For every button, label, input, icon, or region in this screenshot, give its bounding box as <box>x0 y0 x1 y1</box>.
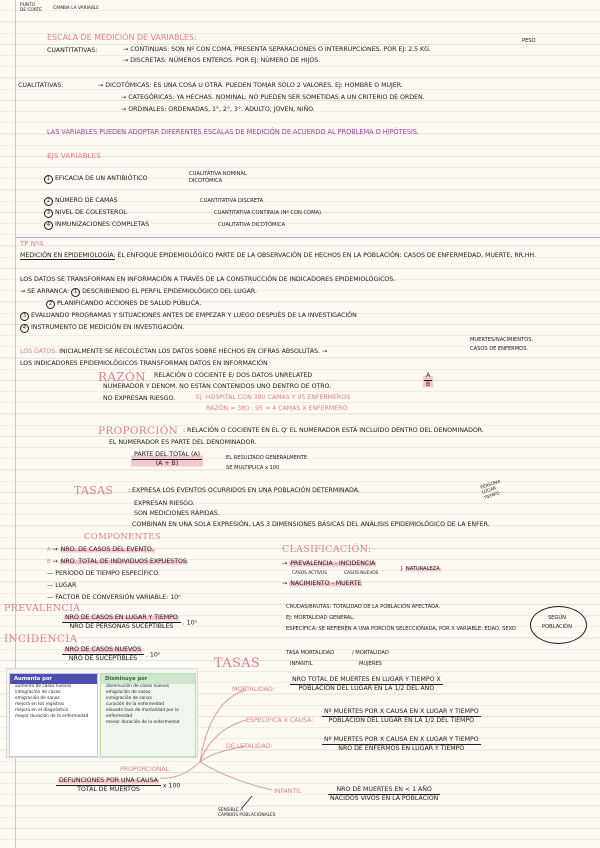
arranca-label: SE ARRANCA: <box>27 288 70 295</box>
ej-3-label: NIVEL DE COLESTEROL <box>55 209 127 216</box>
ej-4-type: CUALITATIVA DICOTÓMICA <box>218 222 285 228</box>
ej-2-type: CUANTITATIVA DISCRETA <box>200 198 264 204</box>
crudas-text: CRUDAS/BRUTAS: TOTALIDAD DE LA POBLACIÓN AFECTADA. <box>286 604 440 610</box>
componente-lugar-text: LUGAR <box>55 582 77 589</box>
disminuye-title: Disminuye por <box>101 674 195 684</box>
componente-factor-text: FACTOR DE CONVERSIÓN VARIABLE: 10ⁿ <box>55 594 181 601</box>
disminuye-item: emigración de casos <box>106 690 151 695</box>
infantil-fraction <box>328 786 440 803</box>
especifica-num: Nº MUERTES POR X CAUSA EN X LUGAR Y TIEMPO <box>324 708 479 715</box>
prevalencia-den: NRO DE PERSONAS SUCEPTIBLES <box>69 623 174 630</box>
disminuye-item: curación de la enfermedad <box>106 702 164 707</box>
infantil-label: INFANTIL <box>274 788 302 795</box>
disminuye-item: menor duración de la enfermedad <box>106 720 180 725</box>
componentes-title: COMPONENTES <box>84 532 161 542</box>
step-1-number: 1 <box>71 288 80 297</box>
mortalidad-fraction <box>290 676 443 693</box>
especifica-label: ESPECÍFICA X CAUSA: <box>246 717 314 724</box>
componente-factor: — FACTOR DE CONVERSIÓN VARIABLE: 10ⁿ <box>47 594 181 601</box>
continuas-line: → CONTINUAS: SON Nº CON COMA. PRESENTA SEPARACIONES O INTERRUPCIONES. POR EJ: 2,5 KG. <box>123 46 431 53</box>
razon-def3: NO EXPRESAN RIESGO. <box>103 395 176 402</box>
disminuye-item: elevada tasa de mortalidad por la enfermedad <box>106 708 179 719</box>
razon-def2: NUMERADOR Y DENOM. NO ESTÁN CONTENIDOS UNO DENTRO DE OTRO. <box>103 383 332 390</box>
ej-3-number: 3 <box>44 209 53 218</box>
ej-1-type: CUALITATIVA NOMINAL DICOTÓMICA <box>189 171 247 184</box>
discretas-line: → DISCRETAS: NÚMEROS ENTEROS. POR EJ: NÚMERO DE HIJOS. <box>123 57 321 64</box>
componente-a-letter: A <box>47 547 51 553</box>
mort-mujeres-1: / MORTALIDAD <box>352 650 389 656</box>
clasif-r1: → PREVALENCIA - INCIDENCIA <box>282 560 376 567</box>
razon-ex1: EJ: HOSPITAL CON 380 CAMAS Y 95 ENFERMEROS <box>196 394 351 401</box>
ej-1-number: 1 <box>44 175 53 184</box>
tasas-tree-title: TASAS <box>214 656 261 671</box>
escala-title: ESCALA DE MEDICIÓN DE VARIABLES: <box>47 33 197 42</box>
especifica-fraction <box>322 708 481 725</box>
aumenta-item: mayor duración de la enfermedad <box>15 714 89 719</box>
tasas-def1: : EXPRESA LOS EVENTOS OCURRIDOS EN UNA POBLACIÓN DETERMINADA. <box>128 487 360 494</box>
proporcion-num: PARTE DEL TOTAL (A) <box>134 451 201 458</box>
clasificacion-title: CLASIFICACIÓN: <box>282 544 372 555</box>
clasif-r2-text: NACIMIENTO - MUERTE <box>290 580 362 587</box>
tasas-def4: COMBINAN EN UNA SOLA EXPRESIÓN, LAS 3 DIMENSIONES BÁSICAS DEL ANÁLISIS EPIDEMIOLÓGICO DE LA ENFER. <box>132 521 490 528</box>
mortalidad-den: POBLACIÓN DEL LUGAR EN LA 1/2 DEL AÑO <box>298 685 435 692</box>
componente-b-text: NRO. TOTAL DE INDIVIDUOS EXPUESTOS <box>60 558 187 565</box>
mort-infantil-2: INFANTIL <box>290 661 313 667</box>
crudas-ej: EJ: MORTALIDAD GENERAL. <box>286 615 355 621</box>
tasas-def3: SON MEDICIONES RÁPIDAS. <box>134 510 220 517</box>
disminuye-item: inmigración de sanos <box>106 696 152 701</box>
dicotomicas-text: DICOTÓMICAS: ES UNA COSA U OTRA. PUEDEN TOMAR SOLO 2 VALORES. EJ: HOMBRE O MUJER. <box>105 82 403 89</box>
proporcional-mult: x 100 <box>162 782 181 790</box>
letalidad-den: NRO DE ENFERMOS EN LUGAR Y TIEMPO <box>338 745 465 752</box>
ej-3-type: CUANTITATIVA CONTINUA (Nº CON COMA). <box>214 210 323 216</box>
clasif-r1-text: PREVALENCIA - INCIDENCIA <box>290 560 376 567</box>
mort-mujeres-1-text: MORTALIDAD <box>355 650 389 656</box>
ej-4-label: INMUNIZACIONES COMPLETAS <box>55 221 150 228</box>
aumenta-item: mejora en los registros <box>15 702 65 707</box>
proporcion-r2: SE MULTIPLICA x 100 <box>226 465 280 471</box>
sensible-note: SENSIBLE A CAMBIOS POBLACIONALES <box>218 808 276 819</box>
proporcional-den: TOTAL DE MUERTOS <box>77 786 140 793</box>
componente-lugar: — LUGAR <box>47 582 77 589</box>
aumenta-item: mejora en el diagnóstico <box>15 708 69 713</box>
incidencia-title: INCIDENCIA <box>4 633 78 645</box>
infantil-num: NRO DE MUERTES EN < 1 AÑO <box>328 786 440 795</box>
continuas-text: CONTINUAS: SON Nº CON COMA. PRESENTA SEPARACIONES O INTERRUPCIONES. POR EJ: 2,5 KG. <box>130 46 431 53</box>
proporcional-fraction <box>56 777 180 794</box>
ordinales-text: ORDINALES: ORDENADAS, 1°, 2°, 3°. ADULTO, JOVEN, NIÑO. <box>128 106 315 113</box>
prevalencia-num: NRO DE CASOS EN LUGAR Y TIEMPO <box>62 614 181 623</box>
razon-num: A <box>424 372 432 381</box>
razon-title: RAZÓN <box>98 370 146 384</box>
discretas-text: DISCRETAS: NÚMEROS ENTEROS. POR EJ: NÚMERO DE HIJOS. <box>130 57 321 64</box>
cualitativas-label: CUALITATIVAS: <box>18 82 64 89</box>
step-4-text: INSTRUMENTO DE MEDICIÓN EN INVESTIGACIÓN. <box>31 324 185 331</box>
adoptar-escalas: LAS VARIABLES PUEDEN ADOPTAR DIFERENTES ESCALAS DE MEDICIÓN DE ACUERDO AL PROBLEMA O HIPÓTESIS. <box>47 128 419 136</box>
mortalidad-num: NRO TOTAL DE MUERTES EN LUGAR Y TIEMPO X <box>292 676 441 683</box>
proporcion-def1: : RELACIÓN O COCIENTE EN EL Q' EL NUMERADOR ESTÁ INCLUIDO DENTRO DEL DENOMINADOR. <box>183 427 484 434</box>
ej-4-number: 4 <box>44 221 53 230</box>
cambia-variable-note: CAMBIA LA VARIABLE <box>53 6 99 11</box>
cuantitativas-label: CUANTITATIVAS: <box>47 47 98 54</box>
aumenta-title: Aumenta por <box>10 674 97 684</box>
componente-periodo-text: PERÍODO DE TIEMPO ESPECÍFICO. <box>55 570 160 577</box>
proporcion-title: PROPORCIÓN <box>98 425 179 437</box>
proporcion-def2: EL NUMERADOR ES PARTE DEL DENOMINADOR. <box>109 439 257 446</box>
categoricas-line: → CATEGÓRICAS: YA HECHAS. NOMINAL: NO PUEDEN SER SOMETIDAS A UN CRITERIO DE ORDEN. <box>121 94 425 101</box>
step-2-number: 2 <box>46 300 55 309</box>
persona-lugar-tiempo: PERSONA LUGAR TIEMPO <box>480 479 502 502</box>
categoricas-text: CATEGÓRICAS: YA HECHAS. NOMINAL: NO PUEDEN SER SOMETIDAS A UN CRITERIO DE ORDEN. <box>128 94 425 101</box>
datos-label: LOS DATOS: <box>20 348 58 355</box>
mort-infantil-1: TASA MORTALIDAD <box>286 650 335 656</box>
ej-2-label: NÚMERO DE CAMAS <box>55 197 118 204</box>
letalidad-fraction <box>322 736 481 753</box>
prevalencia-title: PREVALENCIA <box>4 603 81 614</box>
ordinales-line: → ORDINALES: ORDENADAS, 1°, 2°, 3°. ADULTO, JOVEN, NIÑO. <box>121 106 315 113</box>
componente-periodo: — PERÍODO DE TIEMPO ESPECÍFICO. <box>47 570 160 577</box>
medicion-text: EL ENFOQUE EPIDEMIOLÓGICO PARTE DE LA OBSERVACIÓN DE HECHOS EN LA POBLACIÓN: CASOS DE ENFERMEDAD, MUERTE, RR.HH. <box>115 252 536 259</box>
componente-a-text: NRO. DE CASOS DEL EVENTO. <box>60 546 154 553</box>
arranca-line: → SE ARRANCA: 1 DESCRIBIENDO EL PERFIL EPIDEMIOLÓGICO DEL LUGAR. <box>20 288 257 295</box>
step-2-text: PLANIFICANDO ACCIONES DE SALUD PÚBLICA. <box>57 300 202 307</box>
datos-line: LOS DATOS: INICIALMENTE SE RECOLECTAN LOS DATOS SOBRE HECHOS EN CIFRAS ABSOLUTAS. → <box>20 348 328 355</box>
aumenta-item: aumento de casos nuevos <box>15 684 72 689</box>
segun-poblacion-label: SEGÚN POBLACIÓN <box>542 615 572 630</box>
letalidad-label: DE LETALIDAD: <box>226 743 273 750</box>
aumenta-item: emigración de sanos <box>15 696 60 701</box>
ej-1-label: EFICACIA DE UN ANTIBIÓTICO <box>55 175 148 182</box>
razon-ex2: RAZÓN = 380 : 95 = 4 CAMAS X ENFERMERO <box>206 405 348 412</box>
razon-den: B <box>426 381 431 388</box>
disminuye-item: disminución de casos nuevos <box>106 684 169 689</box>
tasas-def2: EXPRESAN RIESGO. <box>134 500 195 507</box>
mortalidad-label: MORTALIDAD: <box>232 686 275 693</box>
tp-title: TP Nº4 <box>20 240 44 248</box>
step-3-text: EVALUANDO PROGRAMAS Y SITUACIONES ANTES DE EMPEZAR Y LUEGO DESPUÉS DE LA INVESTIGACIÓN <box>31 312 357 319</box>
peso-note: PESO <box>522 38 536 44</box>
proporcional-label: PROPORCIONAL: <box>120 766 172 773</box>
punto-de-corte-note: PUNTO DE CORTE <box>20 3 42 14</box>
casos-nuevos: CASOS NUEVOS <box>344 571 379 576</box>
naturaleza-label: } NATURALEZA <box>400 566 440 572</box>
letalidad-num: Nº MUERTES POR X CAUSA EN X LUGAR Y TIEMPO <box>324 736 479 743</box>
clasif-r2: → NACIMIENTO - MUERTE <box>282 580 362 587</box>
naturaleza-text: NATURALEZA <box>405 566 440 572</box>
ej-2-number: 2 <box>44 197 53 206</box>
mort-mujeres-2: MUJERES <box>359 661 382 667</box>
dicotomicas-line: → DICOTÓMICAS: ES UNA COSA U OTRA. PUEDEN TOMAR SOLO 2 VALORES. EJ: HOMBRE O MUJER. <box>98 82 403 89</box>
casos-activos: CASOS ACTIVOS <box>292 571 327 576</box>
prevalencia-fraction: $\frac{\text{NRO DE CASOS EN LUGAR Y TIEMPO}}{\text{NRO DE PERSONAS SUCEPTIBLES}}$ . 10ⁿ <box>62 614 197 631</box>
incidencia-num: NRO DE CASOS NUEVOS <box>62 646 144 655</box>
proporcion-den: (A + B) <box>155 460 179 467</box>
especifica-den: POBLACIÓN DEL LUGAR EN LA 1/2 DEL TIEMPO <box>328 717 475 724</box>
ejs-title: EJS VARIABLES <box>47 151 101 160</box>
infantil-den: NACIDOS VIVOS EN LA POBLACIÓN <box>330 795 439 802</box>
razon-def1: RELACIÓN O COCIENTE E/ DOS DATOS UNRELATED <box>154 372 313 379</box>
medicion-heading: MEDICIÓN EN EPIDEMIOLOGÍA: <box>20 252 116 259</box>
incidencia-den: NRO DE SUCEPTIBLES <box>68 655 138 662</box>
datos-transforman: LOS DATOS SE TRANSFORMAN EN INFORMACIÓN A TRAVÉS DE LA CONSTRUCCIÓN DE INDICADORES EPIDEMIOLÓGICOS. <box>20 276 396 283</box>
incidencia-fraction: $\frac{\text{NRO DE CASOS NUEVOS}}{\text{NRO DE SUCEPTIBLES}}$ . 10ⁿ <box>62 646 160 663</box>
componente-a: A → NRO. DE CASOS DEL EVENTO. <box>47 546 154 553</box>
incidencia-pow: 10ⁿ <box>149 651 161 659</box>
componente-b: B → NRO. TOTAL DE INDIVIDUOS EXPUESTOS <box>47 558 187 565</box>
indicadores-line: LOS INDICADORES EPIDEMIOLÓGICOS TRANSFORMAN DATOS EN INFORMACIÓN <box>20 360 268 367</box>
especifica-text: ESPECÍFICA: SE REFIEREN A UNA PORCIÓN SELECCIONADA, POR X VARIABLE: EDAD, SEXO <box>286 626 516 632</box>
proporcion-r1: EL RESULTADO GENERALMENTE <box>226 455 308 461</box>
componente-b-letter: B <box>47 559 51 565</box>
step-3-number: 3 <box>20 312 29 321</box>
datos-right-note: MUERTES/NACIMIENTOS. CASOS DE ENFERMOS. <box>470 337 534 352</box>
step-4-number: 4 <box>20 324 29 333</box>
prevalencia-pow: 10ⁿ <box>186 619 198 627</box>
step-1-text: DESCRIBIENDO EL PERFIL EPIDEMIOLÓGICO DEL LUGAR. <box>82 288 257 295</box>
proporcional-num: DEFUNCIONES POR UNA CAUSA <box>56 777 161 786</box>
aumenta-item: inmigración de casos <box>15 690 61 695</box>
datos-text: INICIALMENTE SE RECOLECTAN LOS DATOS SOBRE HECHOS EN CIFRAS ABSOLUTAS. <box>57 348 321 355</box>
tasas-title: TASAS <box>74 484 114 497</box>
